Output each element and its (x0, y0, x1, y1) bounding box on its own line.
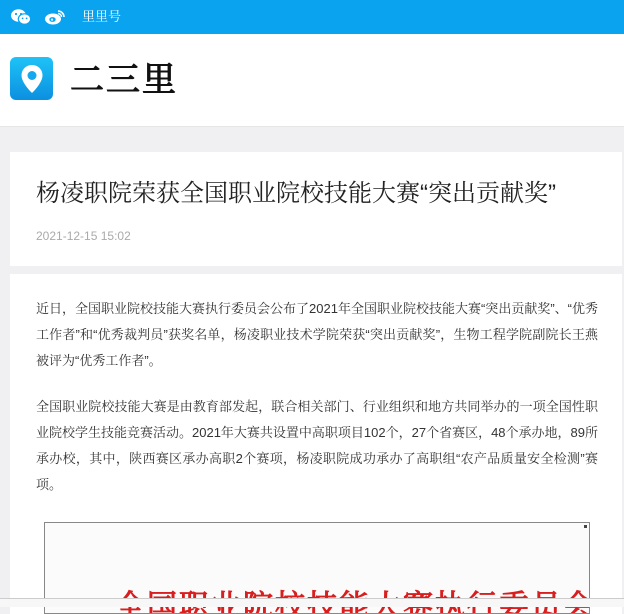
weibo-icon[interactable] (44, 0, 66, 34)
site-header (0, 34, 624, 127)
image-corner-mark (584, 525, 587, 528)
article-title-card (10, 152, 622, 266)
article-body (10, 274, 622, 614)
article-date: 2021-12-15 15:02 (36, 229, 131, 243)
lili-link[interactable]: 里里号 (82, 9, 122, 24)
wechat-icon[interactable] (10, 0, 32, 34)
paragraph: 全国职业院校技能大赛是由教育部发起，联合相关部门、行业组织和地方共同举办的一项全国性职业院校学生技能竞赛活动。2021年大赛共设置中高职项目102个，27个省赛区，48个承办地，89所承办校，其中，陕西赛区承办高职2个赛项，杨凌职院成功承办了高职组“农产品质量安全检测”赛项。 (36, 399, 598, 492)
article-title: 杨凌职院荣获全国职业院校技能大赛“突出贡献奖” (36, 180, 556, 207)
location-pin-icon[interactable] (10, 57, 53, 100)
site-name[interactable]: 二三里 (70, 61, 178, 99)
paragraph: 近日，全国职业院校技能大赛执行委员会公布了2021年全国职业院校技能大赛“突出贡献奖”、“优秀工作者”和“优秀裁判员”获奖名单，杨凌职业技术学院荣获“突出贡献奖”，生物工程学院副院长王燕被评为“优秀工作者”。 (36, 301, 598, 368)
top-bar (0, 0, 624, 34)
